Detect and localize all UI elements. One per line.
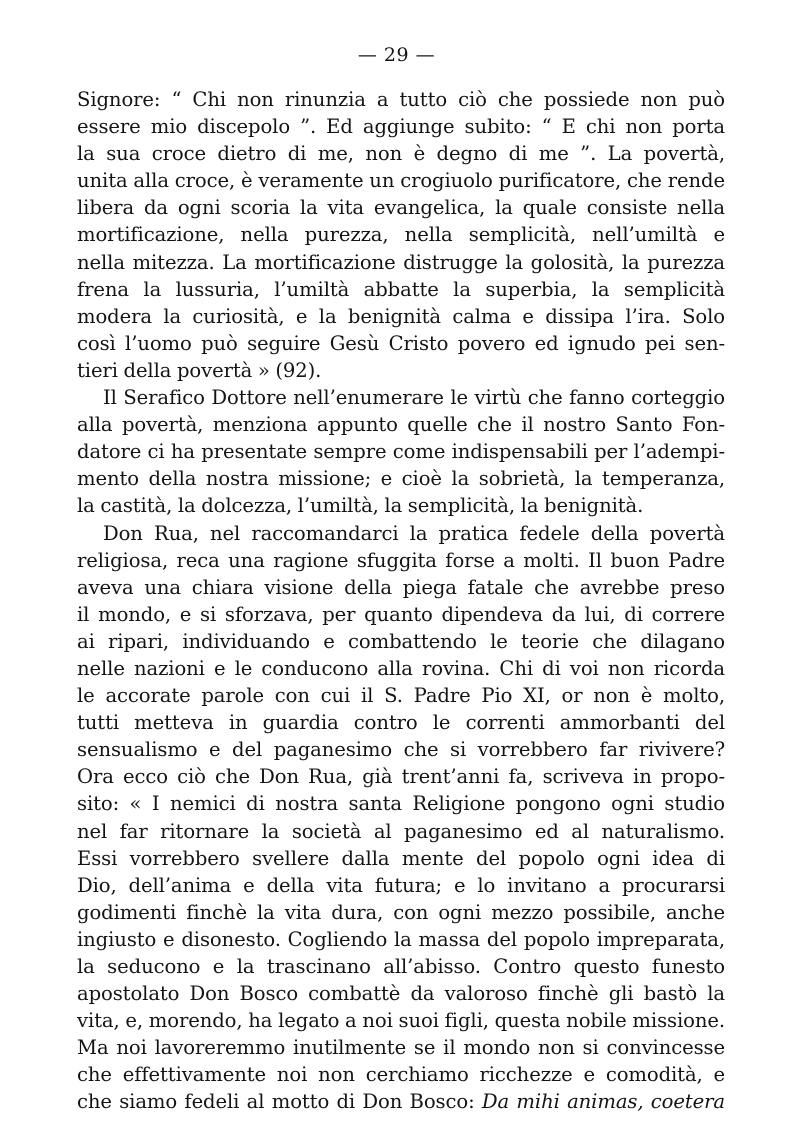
- text-line: nel far ritornare la società al paganesimo ed al naturalismo.: [77, 819, 725, 843]
- text-line: datore ci ha presentate sempre come indispensabili per l’adempi-: [77, 440, 725, 464]
- text-line: unita alla croce, è veramente un crogiuolo purificatore, che rende: [77, 169, 725, 193]
- text-line: aveva una chiara visione della piega fatale che avrebbe preso: [77, 575, 725, 599]
- text-line: alla povertà, menziona appunto quelle che il nostro Santo Fon-: [77, 413, 725, 437]
- text-line: libera da ogni scoria la vita evangelica, la quale consiste nella: [77, 196, 725, 220]
- latin-motto: Da mihi animas, coetera: [481, 1090, 725, 1114]
- text-line: la seducono e la trascinano all’abisso. Contro questo funesto: [77, 955, 725, 978]
- page-number: — 29 —: [357, 44, 436, 66]
- paragraph-1: [77, 86, 725, 384]
- body-text: [77, 86, 725, 1116]
- text-line: frena la lussuria, l’umiltà abbatte la superbia, la semplicità: [77, 277, 725, 301]
- text-line: che effettivamente noi non cerchiamo ricchezze e comodità, e: [77, 1063, 725, 1087]
- closing-line-text: che siamo fedeli al motto di Don Bosco:: [77, 1090, 482, 1114]
- text-line: così l’uomo può seguire Gesù Cristo povero ed ignudo pei sen-: [77, 331, 725, 355]
- text-line: godimenti finchè la vita dura, con ogni mezzo possibile, anche: [77, 900, 725, 924]
- text-line: mento della nostra missione; e cioè la sobrietà, la temperanza,: [77, 467, 725, 491]
- text-line: tutti metteva in guardia contro le correnti ammorbanti del: [77, 711, 725, 735]
- text-line: il mondo, e si sforzava, per quanto dipendeva da lui, di correre: [77, 602, 725, 626]
- text-line: tieri della povertà » (92).: [77, 358, 322, 382]
- text-line: apostolato Don Bosco combattè da valoroso finchè gli bastò la: [77, 982, 725, 1006]
- text-line: la castità, la dolcezza, l’umiltà, la semplicità, la benignità.: [77, 494, 644, 518]
- text-line: nella mitezza. La mortificazione distrugge la golosità, la purezza: [77, 250, 725, 274]
- text-line: ai ripari, individuando e combattendo le teorie che dilagano: [77, 629, 725, 653]
- text-line: vita, e, morendo, ha legato a noi suoi figli, questa nobile missione.: [77, 1009, 725, 1033]
- text-line: sensualismo e del paganesimo che si vorrebbero far rivivere?: [77, 738, 725, 762]
- text-line: nelle nazioni e le conducono alla rovina. Chi di voi non ricorda: [77, 656, 725, 680]
- text-line: Ma noi lavoreremmo inutilmente se il mondo non si convincesse: [77, 1036, 725, 1060]
- text-line: la sua croce dietro di me, non è degno di me ”. La povertà,: [77, 142, 725, 166]
- text-line: Essi vorrebbero svellere dalla mente del popolo ogni idea di: [77, 846, 725, 870]
- text-line: essere mio discepolo ”. Ed aggiunge subito: “ E chi non porta: [77, 115, 725, 139]
- text-line: Ora ecco ciò che Don Rua, già trent’anni fa, scriveva in propo-: [77, 765, 725, 789]
- text-line: religiosa, reca una ragione sfuggita forse a molti. Il buon Padre: [77, 548, 725, 572]
- text-line: [77, 1088, 725, 1115]
- text-line: le accorate parole con cui il S. Padre Pio XI, or non è molto,: [77, 684, 725, 708]
- text-line: Il Serafico Dottore nell’enumerare le virtù che fanno corteggio: [103, 386, 725, 410]
- text-line: sito: « I nemici di nostra santa Religione pongono ogni studio: [77, 792, 725, 816]
- text-line: Don Rua, nel raccomandarci la pratica fedele della povertà: [103, 521, 725, 545]
- text-line: mortificazione, nella purezza, nella semplicità, nell’umiltà e: [77, 223, 725, 247]
- text-line: Signore: “ Chi non rinunzia a tutto ciò che possiede non può: [77, 88, 725, 111]
- paragraph-2: [77, 384, 725, 519]
- text-line: ingiusto e disonesto. Cogliendo la massa del popolo impreparata,: [77, 927, 725, 951]
- text-line: Dio, dell’anima e della vita futura; e lo invitano a procurarsi: [77, 873, 725, 897]
- text-line: modera la curiosità, e la benignità calma e dissipa l’ira. Solo: [77, 304, 725, 328]
- paragraph-3: [77, 520, 725, 1116]
